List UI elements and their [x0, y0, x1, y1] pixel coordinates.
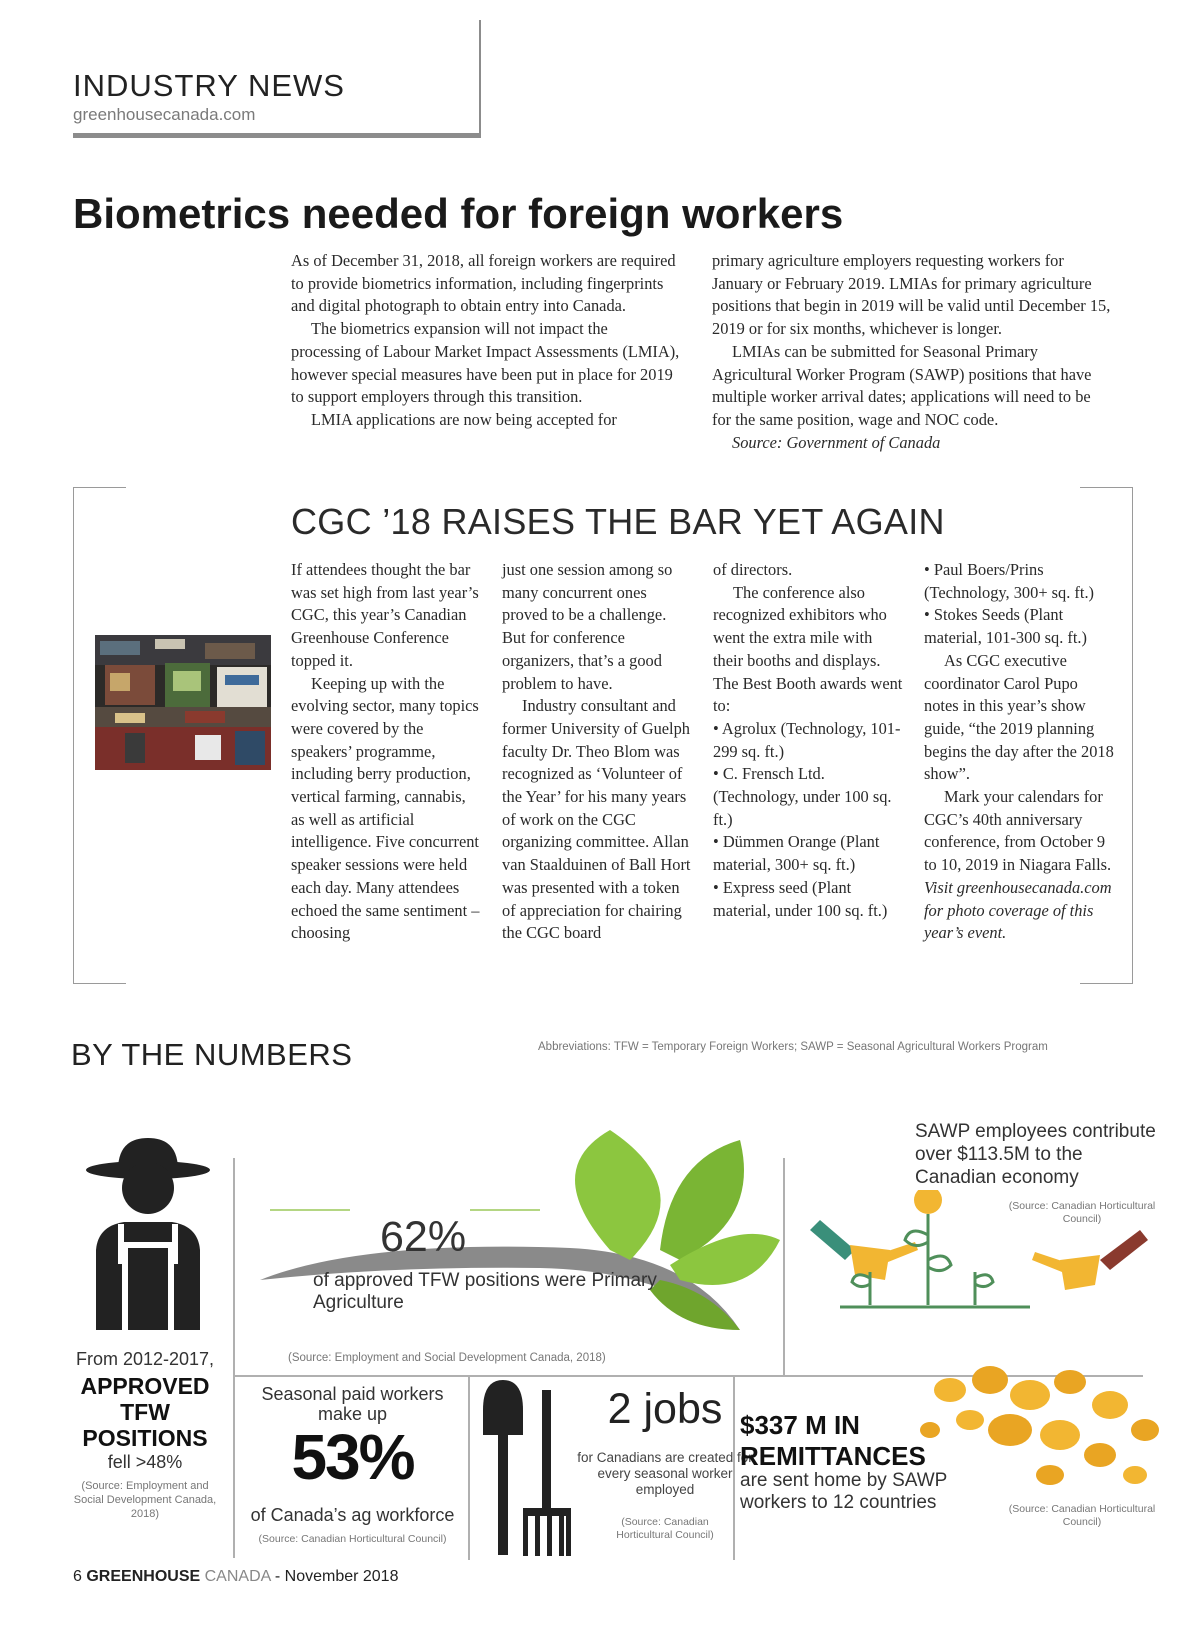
seasonal-workers-source: (Source: Canadian Horticultural Council) [258, 1533, 447, 1545]
jobs-description: for Canadians are created for every seasonal worker employed [577, 1450, 753, 1497]
primary-ag-description: of approved TFW positions were Primary Agriculture [313, 1270, 657, 1313]
article-source: Source: Government of Canada [732, 432, 941, 452]
article-paragraph: LMIA applications are now being accepted for [311, 409, 617, 429]
footer-brand-bold: GREENHOUSE [86, 1568, 201, 1585]
footer-brand-light: CANADA [204, 1568, 271, 1585]
grid-divider [783, 1158, 785, 1375]
header-horizontal-rule [73, 133, 481, 138]
farmer-stat-heading: APPROVED TFW POSITIONS [80, 1373, 210, 1451]
infographic [70, 1121, 1170, 1560]
article-paragraph: As CGC executive coordinator Carol Pupo notes in this year’s show guide, “the 2019 planning begins the day after the 2018 show”. [924, 650, 1114, 784]
header-vertical-rule [479, 20, 481, 138]
seasonal-workers-description: of Canada’s ag workforce [250, 1505, 455, 1525]
farmer-icon [78, 1130, 218, 1340]
conference-photo [95, 635, 271, 770]
money-plant-icon [810, 1190, 1150, 1340]
biometrics-column-2 [712, 250, 1112, 454]
cgc-article-box [73, 487, 1133, 984]
article-paragraph: just one session among so many concurrent ones proved to be a challenge. But for conference organizers, that’s a good problem to have. [502, 560, 673, 693]
page-number: 6 [73, 1568, 82, 1585]
article-paragraph: LMIAs can be submitted for Seasonal Primary Agricultural Worker Program (SAWP) positions that have multiple worker arrival dates; applications will need to be for the same position, wage and NOC code. [712, 341, 1092, 429]
article-paragraph: primary agriculture employers requesting workers for January or February 2019. LMIAs for primary agriculture positions that begin in 2019 will be valid until December 15, 2019 or for six months, whichever is longer. [712, 251, 1111, 339]
article-paragraph: of directors. [713, 560, 793, 579]
abbreviations-note: Abbreviations: TFW = Temporary Foreign Workers; SAWP = Seasonal Agricultural Workers Program [538, 1041, 1048, 1053]
biometrics-headline: Biometrics needed for foreign workers [73, 190, 844, 237]
page-footer [73, 1568, 398, 1586]
remittances-source: (Source: Canadian Horticultural Council) [1008, 1503, 1156, 1528]
remittances-description: are sent home by SAWP workers to 12 countries [740, 1470, 947, 1513]
cgc-column-2 [502, 559, 692, 945]
farmer-stat [70, 1348, 220, 1521]
photo-coverage-link[interactable]: Visit greenhousecanada.com for photo coverage of this year’s event. [924, 877, 1112, 943]
site-url[interactable]: greenhousecanada.com [73, 105, 256, 124]
seasonal-workers-heading: Seasonal paid workers make up [261, 1384, 444, 1424]
award-list-item: • Paul Boers/Prins (Technology, 300+ sq. ft.) [924, 560, 1094, 602]
seasonal-workers-percent: 53% [291, 1421, 414, 1493]
primary-ag-percent: 62% [380, 1213, 467, 1261]
article-paragraph: If attendees thought the bar was set high from last year’s CGC, this year’s Canadian Greenhouse Conference topped it. [291, 560, 479, 670]
article-paragraph: Industry consultant and former University of Guelph faculty Dr. Theo Blom was recognized as ‘Volunteer of the Year’ for his many years of work on the CGC organizing committee. Allan van Staalduinen of Ball Hort was presented with a token of appreciation for chairing the CGC board [502, 696, 691, 943]
article-paragraph: The conference also recognized exhibitors who went the extra mile with their booths and displays. The Best Booth awards went to: [713, 582, 903, 716]
award-list-item: • Agrolux (Technology, 101-299 sq. ft.) [713, 718, 901, 761]
footer-issue: - November 2018 [274, 1568, 399, 1585]
farmer-stat-period: From 2012-2017, [75, 1349, 215, 1369]
jobs-count: 2 jobs [607, 1385, 723, 1433]
cgc-column-3 [713, 559, 903, 922]
article-paragraph: As of December 31, 2018, all foreign workers are required to provide biometrics information, including fingerprints and digital photograph to obtain entry into Canada. [291, 251, 676, 316]
farmer-stat-value: fell >48% [107, 1452, 183, 1472]
shovel-rake-icon [478, 1380, 573, 1560]
sawp-economy-stat: SAWP employees contribute over $113.5M to the Canadian economy [915, 1121, 1156, 1188]
section-header [73, 20, 481, 138]
grid-divider [468, 1375, 470, 1560]
grid-divider [233, 1158, 235, 1558]
article-paragraph: Mark your calendars for CGC’s 40th anniversary conference, from October 9 to 10, 2019 in Niagara Falls. [924, 787, 1112, 875]
jobs-source: (Source: Canadian Horticultural Council) [616, 1516, 714, 1541]
award-list-item: • C. Frensch Ltd. (Technology, under 100 sq. ft.) [713, 764, 892, 829]
award-list-item: • Dümmen Orange (Plant material, 300+ sq. ft.) [713, 832, 880, 875]
article-paragraph: Keeping up with the evolving sector, many topics were covered by the speakers’ programme, including berry production, vertical farming, cannabis, as well as artificial intelligence. Five concurrent speaker sessions were held each day. Many attendees echoed the same sentiment – choosing [291, 673, 480, 943]
award-list-item: • Stokes Seeds (Plant material, 101-300 sq. ft.) [924, 605, 1087, 648]
primary-ag-source: (Source: Employment and Social Development Canada, 2018) [288, 1352, 606, 1364]
section-title: INDUSTRY NEWS [73, 68, 345, 103]
remittances-amount: $337 M IN REMITTANCES [740, 1410, 926, 1471]
biometrics-column-1 [291, 250, 681, 432]
cgc-headline: CGC ’18 RAISES THE BAR YET AGAIN [291, 501, 945, 542]
article-paragraph: The biometrics expansion will not impact the processing of Labour Market Impact Assessments (LMIA), however special measures have been put in place for 2019 to support employers through this transition. [291, 319, 680, 407]
farmer-stat-source: (Source: Employment and Social Development Canada, 2018) [73, 1480, 217, 1520]
award-list-item: • Express seed (Plant material, under 100 sq. ft.) [713, 877, 888, 920]
cgc-column-4 [924, 559, 1114, 945]
cgc-column-1 [291, 559, 481, 945]
by-the-numbers-title: BY THE NUMBERS [71, 1037, 353, 1072]
sawp-economy-source: (Source: Canadian Horticultural Council) [1008, 1200, 1156, 1225]
